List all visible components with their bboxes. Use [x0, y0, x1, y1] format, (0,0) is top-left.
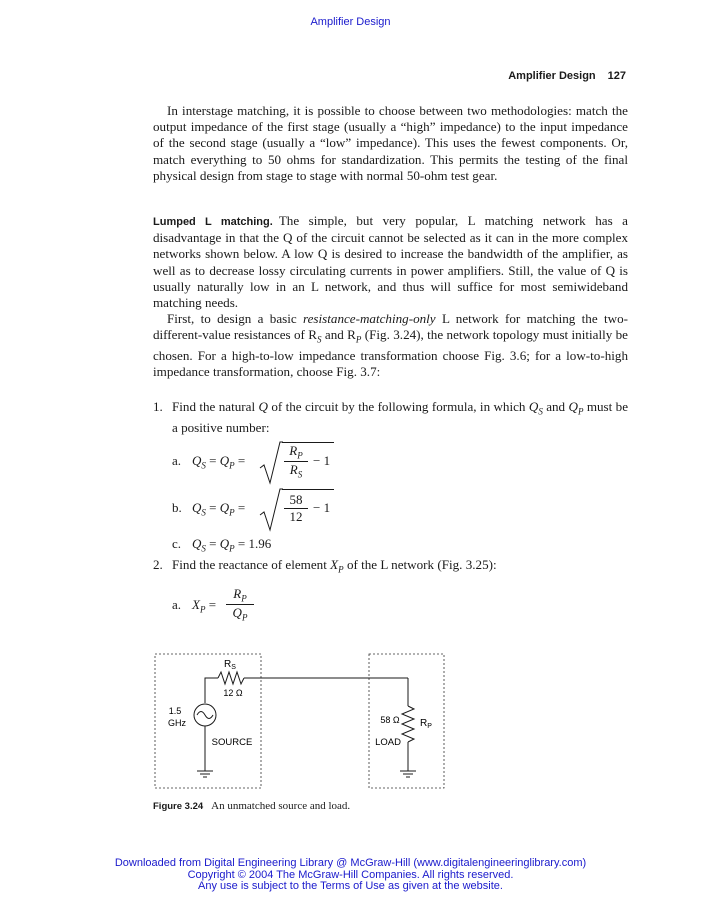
eq-b-eq1: = — [209, 500, 217, 515]
step-2-text — [172, 557, 628, 578]
footer-line-2[interactable]: Copyright © 2004 The McGraw-Hill Companies. All rights reserved. — [187, 868, 514, 881]
step-1-text — [172, 399, 628, 436]
eq-b-label: b. — [172, 500, 182, 515]
eq-xa-den-sub: P — [241, 612, 248, 623]
p2-part-a: First, to design a basic — [167, 311, 297, 327]
eq-b-lhs — [192, 500, 245, 518]
rs-label: $R_S$ — [224, 659, 236, 671]
s2-x-sub: P — [338, 564, 344, 575]
s1-c: must be a positive number: — [172, 399, 629, 435]
p2-part-c: and R — [324, 327, 356, 343]
step-1-number: 1. — [153, 399, 163, 414]
s2-b: of the L network (Fig. 3.25): — [346, 557, 497, 572]
rs-resistor — [218, 672, 244, 684]
eq-b-vinculum — [282, 489, 334, 490]
source-top-wire — [205, 678, 218, 703]
s1-qp: Q — [568, 399, 578, 414]
equation-xa — [172, 584, 292, 626]
eq-a-eq2: = — [237, 453, 246, 468]
eq-xa-den — [226, 605, 254, 623]
eq-xa-num-r: R — [233, 586, 242, 601]
eq-b-den: 12 — [289, 509, 303, 524]
p2-sub-p: P — [355, 335, 362, 346]
s1-and: and — [546, 399, 566, 414]
s1-qp-sub: P — [577, 406, 584, 417]
eq-c-expr — [192, 536, 271, 554]
eq-a-num-sub: P — [297, 450, 303, 461]
freq-line2: GHz — [168, 718, 186, 728]
eq-a-num-r: R — [289, 443, 298, 458]
eq-xa-num — [226, 586, 254, 604]
eq-b-qs: Q — [192, 500, 202, 515]
eq-b-fraction — [284, 492, 308, 525]
s2-a: Find the reactance of element — [172, 557, 327, 572]
eq-xa-label: a. — [172, 597, 182, 612]
eq-c-qs: Q — [192, 536, 202, 551]
figure-3-24-circuit — [150, 650, 450, 795]
eq-c-qp-sub: P — [229, 543, 235, 554]
eq-a-radical — [258, 441, 284, 486]
eq-b-minus-one: − 1 — [313, 500, 331, 515]
eq-b-num: 58 — [289, 492, 303, 507]
equation-a — [172, 443, 372, 488]
s1-qs-sub: S — [538, 406, 543, 417]
section-lumped-l — [153, 213, 628, 381]
figure-caption-label: Figure 3.24 — [153, 801, 204, 812]
eq-a-lhs — [192, 453, 245, 471]
eq-a-num — [284, 443, 308, 461]
load-label: LOAD — [375, 737, 401, 748]
sine-wave-icon — [197, 712, 213, 719]
source-label: SOURCE — [211, 737, 253, 748]
step-2-number: 2. — [153, 557, 163, 572]
rp-label: $R_P$ — [420, 718, 432, 730]
eq-xa-fraction — [226, 586, 254, 622]
eq-a-qp-sub: P — [229, 460, 235, 471]
eq-xa-eq: = — [208, 597, 217, 612]
eq-a-label: a. — [172, 453, 182, 468]
rs-value: 12 Ω — [223, 688, 243, 698]
eq-c-qs-sub: S — [201, 543, 206, 554]
eq-a-qp: Q — [219, 453, 230, 468]
eq-xa-x: X — [192, 597, 200, 612]
eq-c-qp: Q — [219, 536, 230, 551]
eq-xa-x-sub: P — [199, 604, 206, 615]
s1-b: of the circuit by the following formula, in which — [271, 399, 526, 414]
rp-value: 58 Ω — [380, 715, 400, 725]
download-footer — [0, 858, 701, 893]
running-head-title: Amplifier Design — [508, 70, 596, 82]
section-heading: Lumped L matching. — [153, 216, 273, 228]
eq-xa-den-q: Q — [232, 604, 242, 620]
p2-emphasis: resistance-matching-only — [303, 311, 436, 327]
running-head — [508, 70, 626, 82]
s1-a: Find the natural — [172, 399, 256, 414]
s1-qs: Q — [528, 399, 539, 414]
figure-caption — [153, 800, 350, 812]
rp-resistor — [402, 706, 414, 742]
paragraph-lumped-l-text: The simple, but very popular, L matching network has a disadvantage in that the Q of the circuit cannot be selected as it can in the more complex networks shown below. A low Q is desired to increase the bandwidth of the amplifier, as well as to decrease lossy circulating currents in power amplifiers. Still, the value of Q is usually naturally low in an L network, and thus will suffice for most semiwideband matching needs. — [153, 213, 628, 311]
equation-c — [172, 536, 372, 554]
s2-x: X — [330, 557, 339, 572]
s1-q: Q — [258, 399, 268, 414]
paragraph-interstage: In interstage matching, it is possible to choose between two methodologies: match the output impedance of the first stage (usually a “high” impedance) to the input impedance of the second stage (usually a “low” impedance). This uses the fewest components. Or, match everything to 50 ohms for standardization. This permits the testing of the final physical design from stage to stage with normal 50-ohm test gear. — [153, 103, 628, 183]
eq-c-value: = 1.96 — [237, 536, 272, 551]
eq-b-qp-sub: P — [229, 507, 235, 518]
eq-b-qp: Q — [219, 500, 230, 515]
p2-part-b: L network for matching the two-different-value resistances of R — [153, 311, 628, 343]
eq-a-den-r: R — [289, 461, 298, 477]
body-paragraph-1 — [153, 103, 628, 184]
eq-a-den-sub: S — [297, 469, 303, 480]
footer-line-1[interactable]: Downloaded from Digital Engineering Library @ McGraw-Hill (www.digitalengineeringlibrary.com) — [114, 857, 587, 869]
figure-caption-text: An unmatched source and load. — [211, 800, 351, 812]
eq-b-eq2: = — [237, 500, 246, 515]
page-number: 127 — [607, 70, 626, 82]
eq-a-eq1: = — [209, 453, 217, 468]
eq-b-qs-sub: S — [201, 507, 206, 518]
eq-a-den — [284, 462, 308, 480]
paragraph-first-design — [153, 311, 628, 380]
eq-c-label: c. — [172, 536, 182, 551]
freq-line1: 1.5 — [168, 706, 182, 716]
p2-sub-s: S — [317, 335, 322, 346]
eq-a-minus-one: − 1 — [313, 453, 331, 468]
equation-b — [172, 490, 372, 535]
eq-c-eq1: = — [209, 536, 217, 551]
eq-xa-lhs — [192, 597, 216, 615]
eq-a-fraction — [284, 443, 308, 479]
footer-line-3[interactable]: Any use is subject to the Terms of Use as given at the website. — [198, 880, 503, 892]
eq-xa-num-sub: P — [241, 593, 247, 604]
eq-a-qs: Q — [192, 453, 202, 468]
top-chapter-link[interactable]: Amplifier Design — [310, 16, 391, 28]
paragraph-lumped-l — [153, 213, 628, 311]
eq-a-qs-sub: S — [201, 460, 206, 471]
eq-b-radical — [258, 488, 284, 533]
p2-part-d: (Fig. 3.24), the network topology must initially be chosen. For a high-to-low impedance transformation choose Fig. 3.6; for a low-to-high impedance transformation, choose Fig. 3.7: — [153, 327, 628, 380]
